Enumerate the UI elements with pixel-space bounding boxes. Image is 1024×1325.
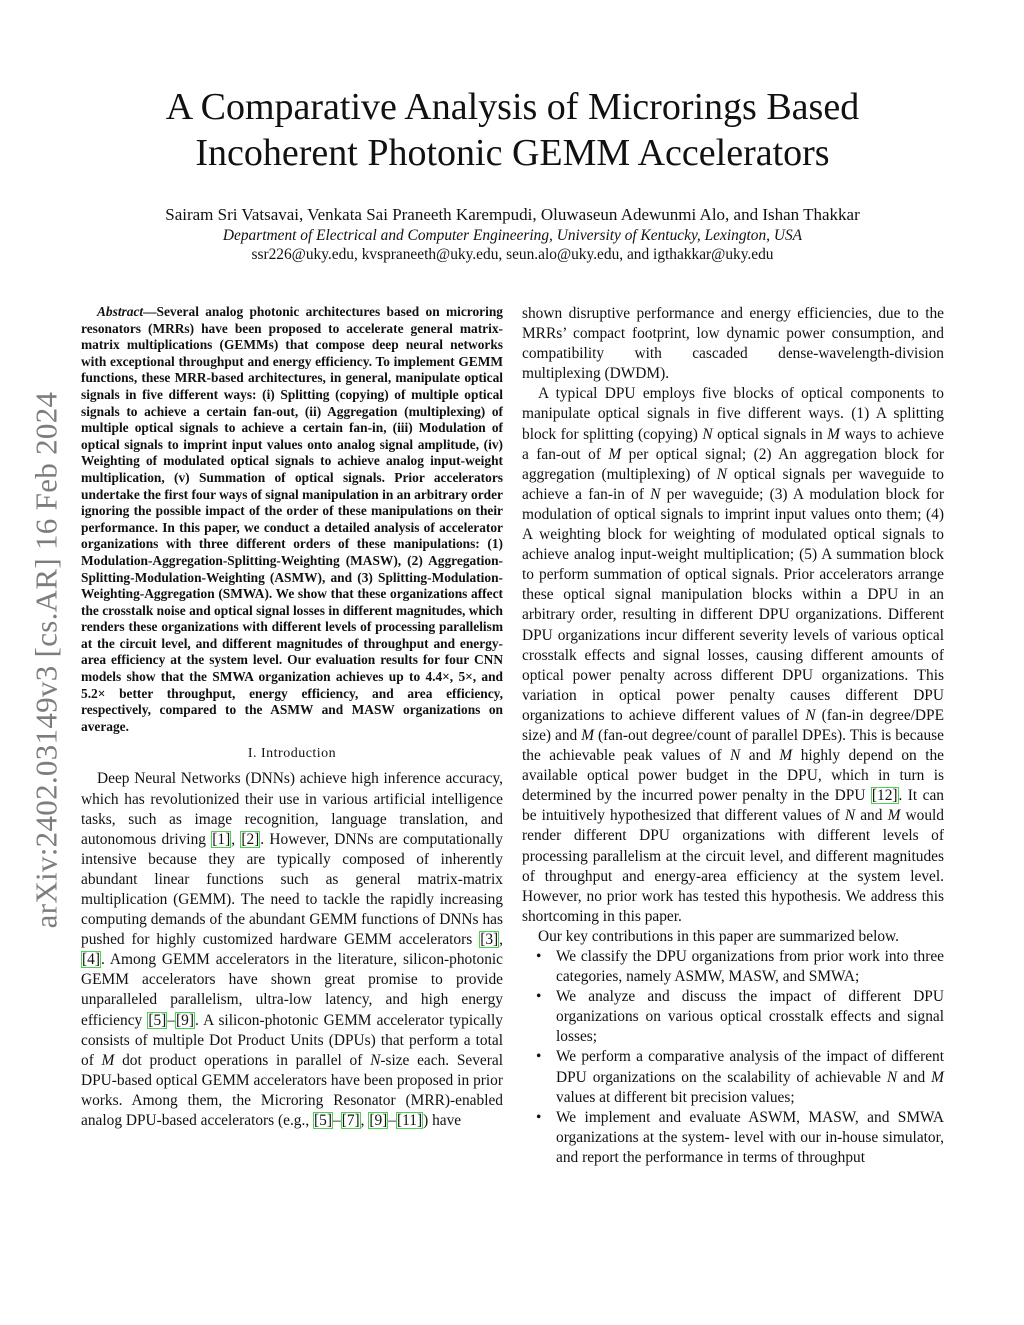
arxiv-id: arXiv:2402.03149v3 [cs.AR] 16 Feb 2024 [28,391,64,929]
abstract [81,304,503,735]
intro-paragraph-1-continued: shown disruptive performance and energy efficiencies, due to the MRRs’ compact footprint, low dynamic power consumption, and compatibility with cascaded dense-wavelength-division multiplexing (DWDM). [522,305,944,383]
intro-paragraph-2: A typical DPU employs five blocks of optical components to manipulate optical signals in five different ways. (1) A splitting block for splitting (copying) N optical signals in M ways to achieve a fan-out of M per optical signal; (2) An aggregation block for aggregation (multiplexing) of N optical signals per waveguide to achieve a fan-in of N per waveguide; (3) A modulation block for modulation of optical signals to imprint input values onto them; (4) A weighting block for weighting of modulated optical signals to achieve analog input-weight multiplication; (5) A summation block to perform summation of optical signals. Prior accelerators arrange these optical signal manipulation blocks within a DPU in an arbitrary order, resulting in different DPU organizations. Different DPU organizations incur different severity levels of various optical crosstalk effects and signal losses, causing different amounts of optical power penalty across different DPU organizations. This variation in optical power penalty causes different DPU organizations to achieve different values of N (fan-in degree/DPE size) and M (fan-out degree/count of parallel DPEs). This is because the achievable peak values of N and M highly depend on the available optical power budget in the DPU, which in turn is determined by the incurred power penalty in the DPU [12]. It can be intuitively hypothesized that different values of N and M would render different DPU organizations with different levels of processing parallelism at the circuit level, and different magnitudes of throughput and energy-area efficiency at the system level. However, no prior work has tested this hypothesis. We address this shortcoming in this paper. [522,385,945,925]
list-item: • We analyze and discuss the impact of different DPU organizations on various optical crosstalk effects and signal losses; [522,987,944,1047]
list-item: • We implement and evaluate ASWM, MASW, and SMWA organizations at the system- level with our in-house simulator, and report the performance in terms of throughput [522,1108,944,1168]
citation-link[interactable]: [5] [148,1011,167,1029]
citation-link[interactable]: [5] [314,1112,332,1130]
citation-link[interactable]: [3] [480,931,499,949]
citation-link[interactable]: [2] [241,830,260,848]
affiliation: Department of Electrical and Computer Engineering, University of Kentucky, Lexington, USA [222,227,803,244]
citation-link[interactable]: [9] [369,1112,388,1130]
citation-link[interactable]: [7] [341,1112,360,1130]
author-emails: ssr226@uky.edu, kvspraneeth@uky.edu, seun.alo@uky.edu, and igthakkar@uky.edu [251,246,774,263]
left-column [81,304,503,1131]
list-item: • We classify the DPU organizations from prior work into three categories, namely ASMW, MASW, and SMWA; [522,947,944,987]
abstract-text: —Several analog photonic architectures based on microring resonators (MRRs) have been proposed to accelerate general matrix-matrix multiplications (GEMMs) that compose deep neural networks with exceptional throughput and energy efficiency. To implement GEMM functions, these MRR-based architectures, in general, manipulate optical signals in five different ways: (i) Splitting (copying) of multiple optical signals to achieve a certain fan-out, (ii) Aggregation (multiplexing) of multiple optical signals to achieve a certain fan-in, (iii) Modulation of optical signals to imprint input values onto analog signal amplitude, (iv) Weighting of modulated optical signals to achieve analog input-weight multiplication, (v) Summation of optical signals. Prior accelerators undertake the first four ways of signal manipulation in an arbitrary order ignoring the possible impact of the order of these manipulations on their performance. In this paper, we conduct a detailed analysis of accelerator organizations with three different orders of these manipulations: (1) Modulation-Aggregation-Splitting-Weighting (MASW), (2) Aggregation-Splitting-Modulation-Weighting (ASMW), and (3) Splitting-Modulation-Weighting-Aggregation (SMWA). We show that these organizations affect the crosstalk noise and optical signal losses in different magnitudes, which renders these organizations with different levels of processing parallelism at the circuit level, and different magnitudes of throughput and energy-area efficiency at the system level. Our evaluation results for four CNN models show that the SMWA organization achieves up to 4.4×, 5×, and 5.2× better throughput, energy efficiency, and area efficiency, respectively, compared to the ASMW and MASW organizations on average. [81,304,503,734]
citation-link[interactable]: [9] [176,1011,194,1029]
citation-link[interactable]: [1] [212,830,231,848]
paper-title [90,84,935,176]
title-line-2: Incoherent Photonic GEMM Accelerators [195,132,830,174]
section-heading-introduction: I. Introduction [247,746,337,762]
title-line-1: A Comparative Analysis of Microrings Based [165,86,860,128]
abstract-label: Abstract [97,304,144,319]
arxiv-watermark [24,350,68,970]
contributions-list [522,947,944,1168]
author-list: Sairam Sri Vatsavai, Venkata Sai Praneeth Karempudi, Oluwaseun Adewunmi Alo, and Ishan Thakkar [165,205,860,224]
citation-link[interactable]: [11] [397,1112,423,1130]
list-item: • We perform a comparative analysis of the impact of different DPU organizations on the scalability of achievable N and M values at different bit precision values; [522,1047,944,1107]
intro-paragraph-1: Deep Neural Networks (DNNs) achieve high inference accuracy, which has revolutionized their use in various artificial intelligence tasks, such as image recognition, language translation, and autonomous driving [1], [2]. However, DNNs are computationally intensive because they are typically composed of inherently abundant linear functions such as general matrix-matrix multiplication (GEMM). The need to tackle the rapidly increasing computing demands of the abundant GEMM functions of DNNs has pushed for highly customized hardware GEMM accelerators [3], [4]. Among GEMM accelerators in the literature, silicon-photonic GEMM accelerators have shown great promise to provide unparalleled parallelism, ultra-low latency, and high energy efficiency [5]–[9]. A silicon-photonic GEMM accelerator typically consists of multiple Dot Product Units (DPUs) that perform a total of M dot product operations in parallel of N-size each. Several DPU-based optical GEMM accelerators have been proposed in prior works. Among them, the Microring Resonator (MRR)-enabled analog DPU-based accelerators (e.g., [5]–[7], [9]–[11]) have [81,770,504,1130]
contributions-intro: Our key contributions in this paper are summarized below. [538,927,900,945]
citation-link[interactable]: [12] [871,787,898,805]
citation-link[interactable]: [4] [82,951,100,969]
right-column [522,304,944,1168]
